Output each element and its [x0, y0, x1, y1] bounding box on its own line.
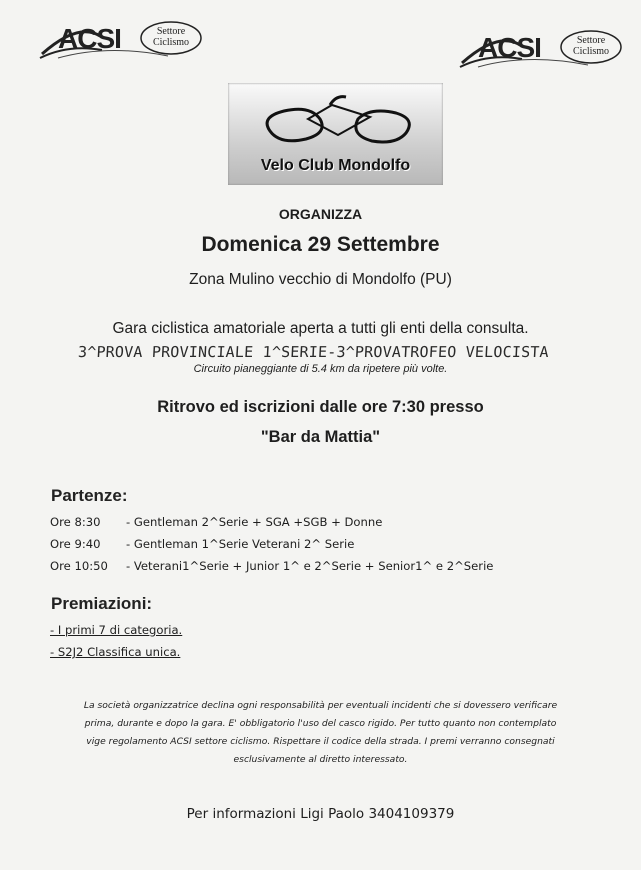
start-time: Ore 10:50	[50, 559, 108, 573]
race-description: Gara ciclistica amatoriale aperta a tutti gli enti della consulta.	[112, 320, 529, 337]
badge-line2: Ciclismo	[152, 37, 190, 48]
start-time: Ore 8:30	[50, 515, 101, 529]
circuit-info: Circuito pianeggiante di 5.4 km da ripetere più volte.	[193, 363, 448, 375]
partenze-heading: Partenze:	[51, 486, 128, 505]
start-desc: - Gentleman 2^Serie + SGA +SGB + Donne	[126, 515, 383, 529]
premiazione-item: - I primi 7 di categoria.	[50, 623, 183, 637]
club-logo	[228, 83, 443, 185]
partenze-row	[50, 537, 354, 551]
acsi-word: ACSI	[58, 23, 121, 54]
acsi-logo-graphic	[38, 14, 206, 64]
handwritten-note: 3^PROVA PROVINCIALE 1^SERIE-3^PROVATROFEO VELOCISTA	[77, 343, 550, 361]
start-time: Ore 9:40	[50, 537, 101, 551]
acsi-word: ACSI	[478, 32, 541, 63]
acsi-logo-left	[38, 14, 206, 69]
start-desc: - Gentleman 1^Serie Veterani 2^ Serie	[126, 537, 355, 551]
start-desc: - Veterani1^Serie + Junior 1^ e 2^Serie + Senior1^ e 2^Serie	[126, 559, 494, 573]
premiazione-item: - S2J2 Classifica unica.	[50, 645, 181, 659]
partenze-row	[50, 515, 382, 529]
bicycle-icon	[250, 89, 420, 155]
event-location: Zona Mulino vecchio di Mondolfo (PU)	[189, 271, 452, 288]
meeting-line1: Ritrovo ed iscrizioni dalle ore 7:30 presso	[157, 398, 484, 416]
premiazioni-heading: Premiazioni:	[51, 594, 153, 613]
acsi-logo-right	[458, 23, 626, 78]
meeting-line2: "Bar da Mattia"	[260, 428, 381, 446]
disclaimer: La società organizzatrice declina ogni responsabilità per eventuali incidenti che si dovessero verificare prima, durante e dopo la gara. E' obbligatorio l'uso del casco rigido. Per tutto quanto non contemplato vige regolamento ACSI settore ciclismo. Rispettare il codice della strada. I premi verranno consegnati esclusivamente al diretto interessato.	[83, 700, 558, 765]
partenze-row	[50, 559, 493, 573]
club-name: Velo Club Mondolfo	[260, 157, 411, 174]
organizza-label: ORGANIZZA	[278, 206, 363, 222]
contact-info: Per informazioni Ligi Paolo 3404109379	[186, 806, 455, 822]
event-date: Domenica 29 Settembre	[201, 233, 440, 256]
badge-line1: Settore	[576, 35, 606, 46]
badge-line1: Settore	[156, 26, 186, 37]
acsi-logo-graphic	[458, 23, 626, 73]
badge-line2: Ciclismo	[572, 46, 610, 57]
